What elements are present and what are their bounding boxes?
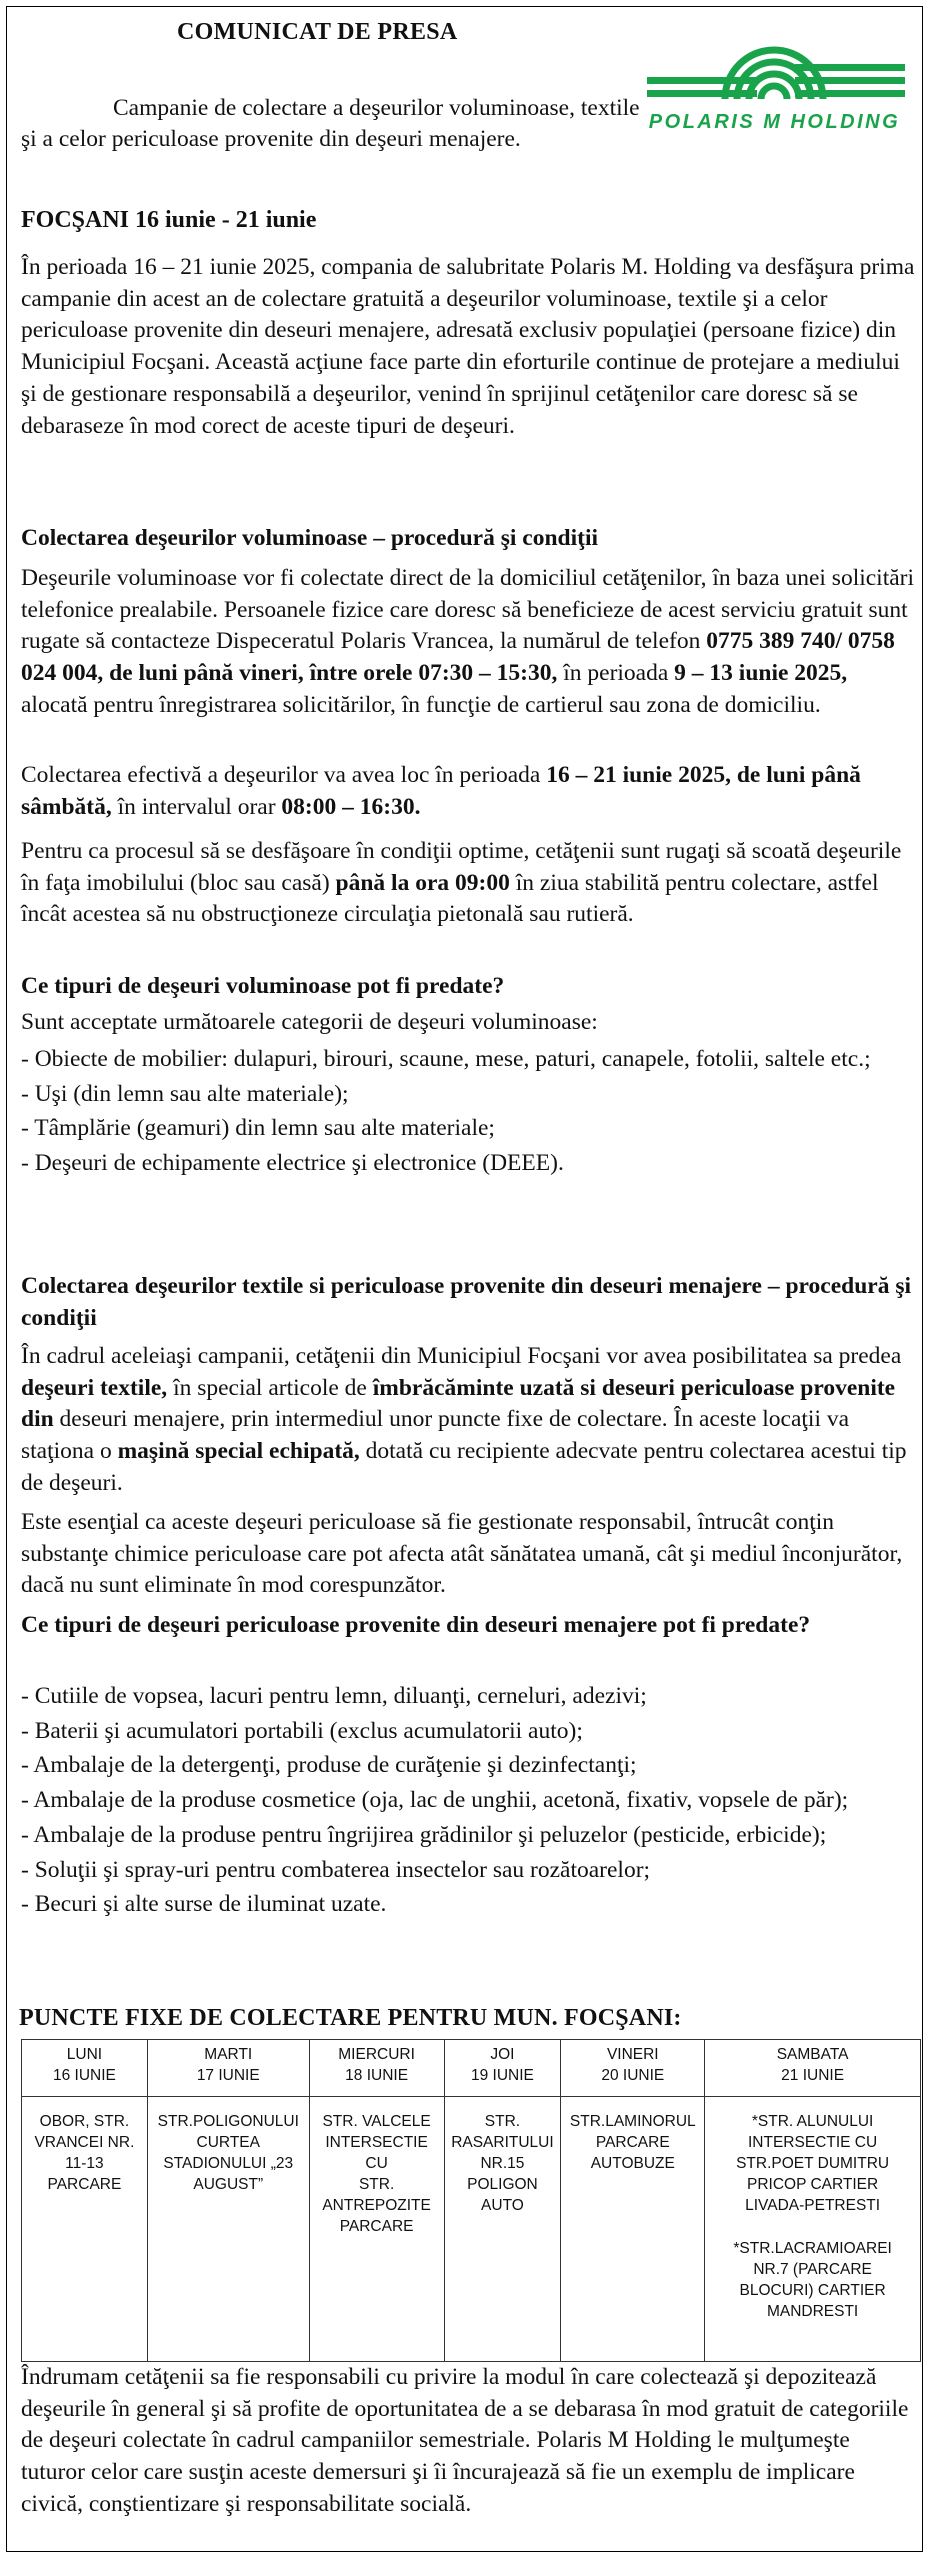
- voluminoase-paragraph-2: [21, 760, 916, 823]
- voluminoase-list-intro: Sunt acceptate următoarele categorii de deşeuri voluminoase:: [21, 1009, 598, 1035]
- collection-period: 16 – 21 iunie 2025, de luni până sâmbătă,: [21, 762, 861, 820]
- location-line: PARCARE: [47, 2176, 122, 2193]
- location-line: MANDRESTI: [766, 2303, 859, 2320]
- day-name: SAMBATA: [776, 2046, 849, 2063]
- day-header: [147, 2040, 309, 2097]
- deadline-time: până la ora 09:00: [335, 869, 510, 896]
- location-line: VRANCEI NR.: [34, 2134, 135, 2151]
- location-line: STR.LAMINORUL: [569, 2113, 696, 2130]
- registration-period: 9 – 13 iunie 2025,: [674, 660, 848, 687]
- list-item: - Tâmplărie (geamuri) din lemn sau alte materiale;: [21, 1115, 495, 1142]
- location-line: 11-13: [65, 2155, 104, 2172]
- voluminoase-list: [21, 1044, 916, 1183]
- periculoase-question-heading: Ce tipuri de deşeuri periculoase provenite din deseuri menajere pot fi predate?: [21, 1612, 811, 1638]
- list-item: - Becuri şi alte surse de iluminat uzate.: [21, 1891, 387, 1918]
- location-cell: [309, 2097, 444, 2362]
- phone-hours: 0775 389 740/ 0758 024 004, de luni până vineri, între orele 07:30 – 15:30,: [21, 628, 895, 687]
- document-subtitle: [21, 93, 641, 155]
- text-span: Pentru ca procesul să se desfăşoare în condiţii optime, cetăţenii sunt rugaţi să scoată deşeurile în faţa imobilului (bloc sau casă): [21, 838, 902, 896]
- text-span: în ziua stabilită pentru colectare, astfel încât acestea să nu obstrucţioneze circulaţia pietonală sau rutieră.: [21, 869, 879, 928]
- list-item: - Ambalaje de la detergenţi, produse de curăţenie şi dezinfectanţi;: [21, 1752, 637, 1779]
- location-line: RASARITULUI: [451, 2134, 554, 2151]
- location-line: POLIGON: [467, 2176, 538, 2193]
- section-heading-periculoase: Colectarea deşeurilor textile si periculoase provenite din deseuri menajere – procedură şi condiţii: [21, 1273, 912, 1331]
- list-item: - Baterii şi acumulatori portabili (exclus acumulatorii auto);: [21, 1717, 583, 1744]
- location-line: AUTOBUZE: [590, 2155, 675, 2172]
- list-item: - Obiecte de mobilier: dulapuri, birouri, scaune, mese, paturi, canapele, fotolii, saltele etc.;: [21, 1046, 871, 1072]
- location-line: *STR.LACRAMIOAREI: [733, 2240, 892, 2257]
- voluminoase-paragraph-1: [21, 563, 916, 722]
- text-span: în intervalul orar: [111, 793, 282, 820]
- location-line: INTERSECTIE CU: [748, 2134, 878, 2151]
- day-name: MARTI: [204, 2046, 253, 2063]
- list-item: - Deşeuri de echipamente electrice şi electronice (DEEE).: [21, 1150, 564, 1177]
- location-cell: [444, 2097, 561, 2362]
- location-line: STR.POLIGONULUI: [157, 2113, 299, 2130]
- location-cell: [22, 2097, 148, 2362]
- day-name: JOI: [490, 2046, 515, 2063]
- day-date: 19 IUNIE: [471, 2067, 534, 2084]
- text-span: În cadrul aceleiaşi campanii, cetăţenii din Municipiul Focşani vor avea posibilitatea sa predea: [21, 1343, 902, 1369]
- location-line: BLOCURI) CARTIER: [739, 2282, 886, 2299]
- location-line: *STR. ALUNULUI: [751, 2113, 874, 2130]
- day-date: 20 IUNIE: [601, 2067, 665, 2084]
- polaris-logo: [627, 21, 922, 141]
- periculoase-paragraph-1: [21, 1341, 916, 1500]
- day-header: [705, 2040, 921, 2097]
- day-header: [561, 2040, 705, 2097]
- day-header: [444, 2040, 561, 2097]
- text-span: dotată cu recipiente adecvate pentru colectarea acestui tip de deşeuri.: [21, 1438, 907, 1496]
- day-header: [22, 2040, 148, 2097]
- table-header-row: [22, 2040, 921, 2097]
- periculoase-list: [21, 1681, 916, 1924]
- location-line: NR.15: [480, 2155, 525, 2172]
- list-item: - Ambalaje de la produse pentru îngrijirea grădinilor şi peluzelor (pesticide, erbicide);: [21, 1821, 827, 1848]
- location-line: PARCARE: [595, 2134, 670, 2151]
- location-line: INTERSECTIE CU: [325, 2134, 428, 2172]
- day-date: 18 IUNIE: [345, 2067, 409, 2084]
- table-row: [22, 2097, 921, 2362]
- location-cell: [561, 2097, 705, 2362]
- voluminoase-question-heading: Ce tipuri de deşeuri voluminoase pot fi predate?: [21, 973, 505, 999]
- polaris-logo-icon: [627, 21, 922, 111]
- list-item: - Uşi (din lemn sau alte materiale);: [21, 1080, 349, 1107]
- logo-text: POLARIS M HOLDING: [648, 111, 901, 133]
- bold-text: îmbrăcăminte uzată si deseuri periculoase provenite din: [21, 1374, 896, 1433]
- day-date: 16 IUNIE: [52, 2067, 116, 2084]
- location-line: OBOR, STR.: [39, 2113, 130, 2130]
- location-line: PRICOP CARTIER: [746, 2176, 879, 2193]
- periculoase-paragraph-2: Este esenţial ca aceste deşeuri periculoase să fie gestionate responsabil, întrucât conţin substanţe chimice periculoase care pot afecta atât sănătatea umană, cât şi mediul înconjurător, dacă nu sunt eliminate în mod corespunzător.: [21, 1509, 903, 1599]
- location-line: STR.: [358, 2176, 395, 2193]
- day-date: 17 IUNIE: [196, 2067, 260, 2084]
- text-span: în perioada: [557, 660, 675, 687]
- location-line: NR.7 (PARCARE: [753, 2261, 872, 2278]
- text-span: Colectarea efectivă a deşeurilor va avea loc în perioada: [21, 762, 547, 788]
- subtitle-text: Campanie de colectare a deşeurilor voluminoase, textile şi a celor periculoase provenite din deşeuri menajere.: [21, 95, 640, 152]
- bold-text: maşină special echipată,: [117, 1438, 360, 1465]
- location-line: AUTO: [481, 2197, 524, 2214]
- collection-hours: 08:00 – 16:30.: [281, 793, 421, 820]
- dateline: FOCŞANI 16 iunie - 21 iunie: [21, 207, 317, 233]
- text-span: deseuri menajere, prin intermediul unor puncte fixe de colectare. În aceste locaţii va staţiona o: [21, 1406, 850, 1465]
- text-span: în special articole de: [167, 1374, 373, 1401]
- location-line: AUGUST”: [193, 2176, 264, 2193]
- text-span: alocată pentru înregistrarea solicitărilor, în funcţie de cartierul sau zona de domiciliu.: [21, 691, 821, 718]
- location-line: LIVADA-PETRESTI: [745, 2197, 881, 2214]
- voluminoase-paragraph-3: [21, 836, 916, 931]
- day-header: [309, 2040, 444, 2097]
- spacer: [709, 2216, 916, 2238]
- intro-paragraph: În perioada 16 – 21 iunie 2025, compania de salubritate Polaris M. Holding va desfăşura prima campanie din acest an de colectare gratuită a deşeurilor voluminoase, textile şi a celor periculoase provenite din deseuri menajere, adresată exclusiv populaţiei (persoane fizice) din Municipiul Focşani. Această acţiune face parte din eforturile continue de protejare a mediului şi de gestionare responsabilă a deşeurilor, venind în sprijinul cetăţenilor care doresc să se debaraseze în mod corect de aceste tipuri de deşeuri.: [21, 254, 915, 439]
- list-item: - Soluţii şi spray-uri pentru combaterea insectelor sau rozătoarelor;: [21, 1856, 651, 1883]
- collection-schedule-table: [21, 2039, 921, 2362]
- section-heading-voluminoase: Colectarea deşeurilor voluminoase – procedură şi condiţii: [21, 525, 599, 551]
- list-item: - Cutiile de vopsea, lacuri pentru lemn, diluanţi, cerneluri, adezivi;: [21, 1683, 647, 1709]
- document-title: COMUNICAT DE PRESA: [177, 19, 458, 45]
- text-span: Deşeurile voluminoase vor fi colectate direct de la domiciliul cetăţenilor, în baza unei solicitări telefonice prealabile. Persoanele fizice care doresc să beneficieze de acest serviciu gratuit sunt rugate să contacteze Dispeceratul Polaris Vrancea, la numărul de telefon: [21, 565, 915, 655]
- day-name: VINERI: [606, 2046, 659, 2063]
- day-date: 21 IUNIE: [781, 2067, 845, 2084]
- location-line: ANTREPOZITE: [322, 2197, 431, 2214]
- location-line: STR.: [484, 2113, 521, 2130]
- list-item: - Ambalaje de la produse cosmetice (oja, lac de unghii, acetonă, fixativ, vopsele de păr);: [21, 1787, 849, 1814]
- location-line: STADIONULUI „23: [163, 2155, 294, 2172]
- location-cell: [147, 2097, 309, 2362]
- location-line: STR.POET DUMITRU: [736, 2155, 890, 2172]
- bold-text: deşeuri textile,: [21, 1374, 168, 1401]
- day-name: LUNI: [66, 2046, 103, 2063]
- collection-points-heading: PUNCTE FIXE DE COLECTARE PENTRU MUN. FOCŞANI:: [19, 2005, 682, 2031]
- location-line: CURTEA: [196, 2134, 260, 2151]
- location-line: PARCARE: [339, 2218, 414, 2235]
- location-cell: [705, 2097, 921, 2362]
- press-release-page: [6, 6, 923, 2552]
- location-line: STR. VALCELE: [322, 2113, 431, 2130]
- day-name: MIERCURI: [338, 2046, 415, 2063]
- closing-paragraph: Îndrumam cetăţenii sa fie responsabili cu privire la modul în care colectează şi depozitează deşeurile în general şi să profite de oportunitatea de a se debarasa în mod gratuit de categoriile de deşeuri colectate în cadrul campaniilor semestriale. Polaris M Holding le mulţumeşte tuturor celor care susţin aceste demersuri şi îi încurajează să fie un exemplu de implicare civică, conştientizare şi responsabilitate socială.: [21, 2364, 909, 2517]
